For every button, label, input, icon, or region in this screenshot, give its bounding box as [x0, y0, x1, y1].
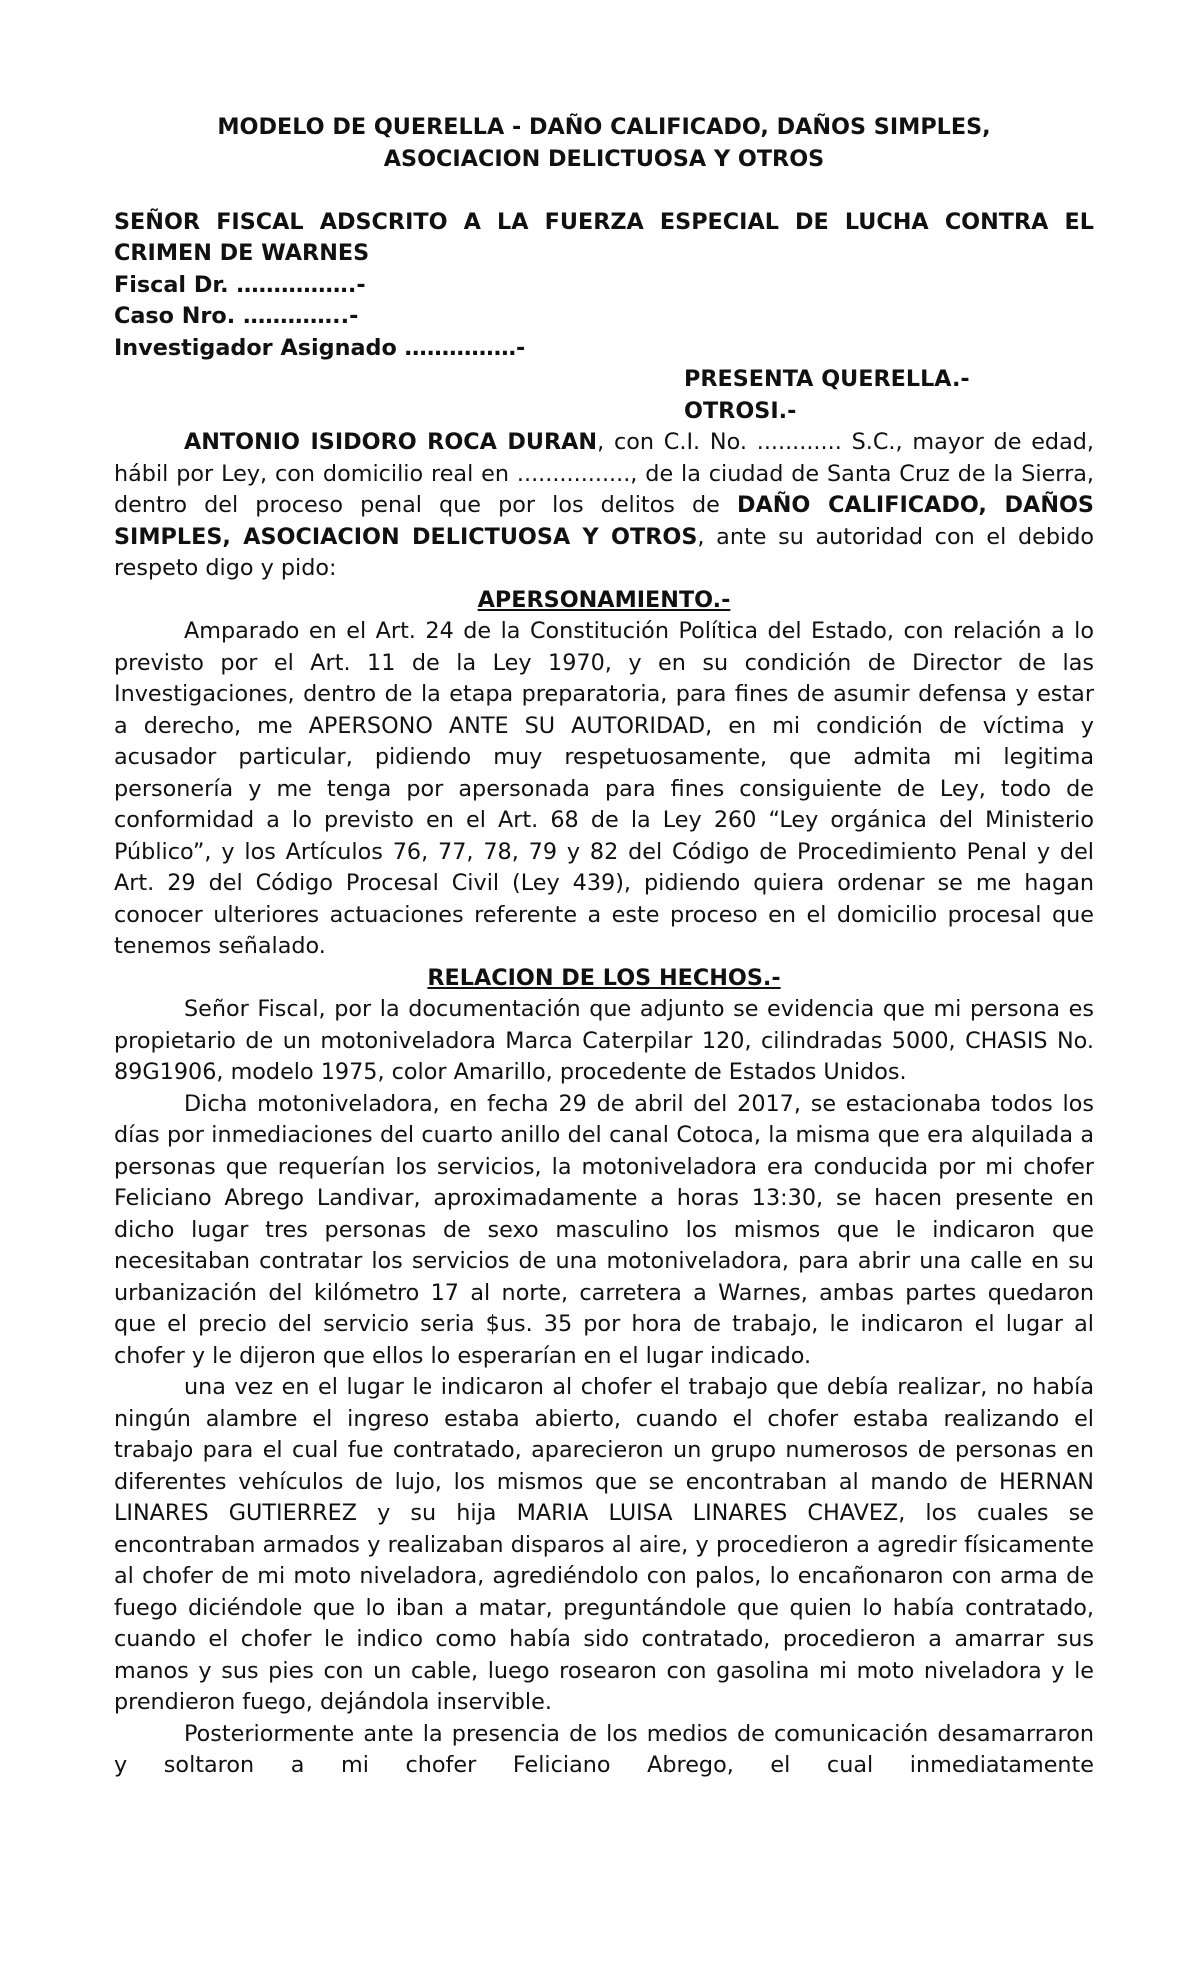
- filing-summary: [684, 364, 1094, 427]
- complainant-name: ANTONIO ISIDORO ROCA DURAN: [184, 429, 598, 455]
- title-line-1: MODELO DE QUERELLA - DAÑO CALIFICADO, DAÑOS SIMPLES,: [217, 114, 991, 140]
- section-heading-apersonamiento: APERSONAMIENTO.-: [477, 586, 731, 613]
- intro-text-1: , con C.I. No. ............ S.C., mayor de edad, hábil por Ley, con domicilio real en ................, de la ciudad de Santa Cruz de la Sierra, dentro del proceso penal que por los delitos de: [114, 429, 1094, 518]
- addressee-line-1: SEÑOR FISCAL ADSCRITO A LA FUERZA ESPECIAL DE LUCHA CONTRA EL: [114, 208, 1094, 235]
- case-number-line: Caso Nro. …………..-: [114, 303, 359, 329]
- intro-text-2: , ante su autoridad con el debido respeto digo y pido:: [114, 523, 1094, 581]
- section-heading-hechos: RELACION DE LOS HECHOS.-: [427, 964, 781, 991]
- presenta-querella: PRESENTA QUERELLA.-: [684, 366, 970, 392]
- apersonamiento-paragraph: Amparado en el Art. 24 de la Constitución Política del Estado, con relación a lo previsto por el Art. 11 de la Ley 1970, y en su condición de Director de las Investigaciones, dentro de la etapa preparatoria, para fines de asumir defensa y estar a derecho, me APERSONO ANTE SU AUTORIDAD, en mi condición de víctima y acusador particular, pidiendo muy respetuosamente, que admita mi legitima personería y me tenga por apersonada para fines consiguiente de Ley, todo de conformidad a lo previsto en el Art. 68 de la Ley 260 “Ley orgánica del Ministerio Público”, y los Artículos 76, 77, 78, 79 y 82 del Código de Procedimiento Penal y del Art. 29 del Código Procesal Civil (Ley 439), pidiendo quiera ordenar se me hagan conocer ulteriores actuaciones referente a este proceso en el domicilio procesal que tenemos señalado.: [114, 618, 1094, 959]
- fiscal-line: Fiscal Dr. …………….-: [114, 271, 366, 298]
- hechos-paragraph-1: Señor Fiscal, por la documentación que adjunto se evidencia que mi persona es propietario de un motoniveladora Marca Caterpilar 120, cilindradas 5000, CHASIS No. 89G1906, modelo 1975, color Amarillo, procedente de Estados Unidos.: [114, 996, 1094, 1085]
- title-line-2: ASOCIACION DELICTUOSA Y OTROS: [383, 145, 825, 172]
- otrosi: OTROSI.-: [684, 397, 797, 424]
- document-title: [114, 112, 1094, 175]
- document-page: [114, 112, 1094, 1782]
- hechos-paragraph-2: Dicha motoniveladora, en fecha 29 de abril del 2017, se estacionaba todos los días por inmediaciones del cuarto anillo del canal Cotoca, la misma que era alquilada a personas que requerían los servicios, la motoniveladora era conducida por mi chofer Feliciano Abrego Landivar, aproximadamente a horas 13:30, se hacen presente en dicho lugar tres personas de sexo masculino los mismos que le indicaron que necesitaban contratar los servicios de una motoniveladora, para abrir una calle en su urbanización del kilómetro 17 al norte, carretera a Warnes, ambas partes quedaron que el precio del servicio seria $us. 35 por hora de trabajo, le indicaron el lugar al chofer y le dijeron que ellos lo esperarían en el lugar indicado.: [114, 1090, 1094, 1369]
- intro-paragraph: [114, 427, 1094, 585]
- hechos-paragraph-3: una vez en el lugar le indicaron al chofer el trabajo que debía realizar, no había ningún alambre el ingreso estaba abierto, cuando el chofer estaba realizando el trabajo para el cual fue contratado, aparecieron un grupo numerosos de personas en diferentes vehículos de lujo, los mismos que se encontraban al mando de HERNAN LINARES GUTIERREZ y su hija MARIA LUISA LINARES CHAVEZ, los cuales se encontraban armados y realizaban disparos al aire, y procedieron a agredir físicamente al chofer de mi moto niveladora, agrediéndolo con palos, lo encañonaron con arma de fuego diciéndole que lo iban a matar, preguntándole que quien lo había contratado, cuando el chofer le indico como había sido contratado, procedieron a amarrar sus manos y sus pies con un cable, luego rosearon con gasolina mi moto niveladora y le prendieron fuego, dejándola inservible.: [114, 1374, 1094, 1715]
- hechos-paragraph-4: Posteriormente ante la presencia de los medios de comunicación desamarraron y soltaron a mi chofer Feliciano Abrego, el cual inmediatamente: [114, 1720, 1094, 1778]
- addressee-block: [114, 207, 1094, 365]
- crimes-list: DAÑO CALIFICADO, DAÑOS SIMPLES, ASOCIACION DELICTUOSA Y OTROS: [114, 492, 1094, 550]
- investigator-line: Investigador Asignado ……………-: [114, 334, 526, 361]
- addressee-line-2: CRIMEN DE WARNES: [114, 240, 370, 266]
